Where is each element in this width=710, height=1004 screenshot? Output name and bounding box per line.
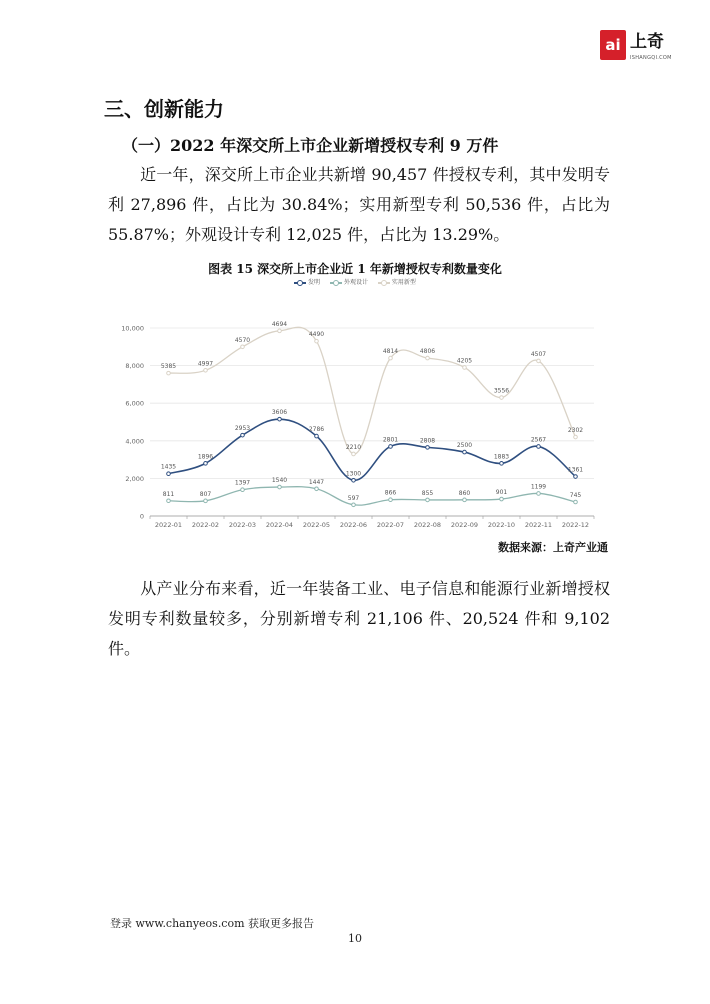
paragraph-2-text: 从产业分布来看，近一年装备工业、电子信息和能源行业新增授权发明专利数量较多，分别新增专利 21,106 件、20,524 件和 9,102 件。 <box>108 579 610 658</box>
data-point <box>278 417 282 421</box>
data-point <box>315 434 319 438</box>
x-tick-label: 2022-05 <box>302 521 331 529</box>
company-logo <box>600 30 680 70</box>
footer-link-text: 登录 www.chanyeos.com 获取更多报告 <box>110 917 315 930</box>
legend-label-utility: 实用新型 <box>391 279 416 286</box>
data-label: 2786 <box>308 426 325 434</box>
data-label: 1435 <box>160 463 177 471</box>
data-label: 807 <box>199 490 212 498</box>
y-tick-label: 0 <box>139 512 144 521</box>
x-tick-label: 2022-06 <box>339 521 368 529</box>
y-tick-label: 2,000 <box>125 474 144 483</box>
data-label: 2953 <box>234 425 251 433</box>
data-label: 745 <box>569 491 582 499</box>
x-tick-label: 2022-02 <box>191 521 220 529</box>
x-tick-label: 2022-11 <box>524 521 553 529</box>
data-point <box>278 329 282 333</box>
data-point <box>389 445 393 449</box>
data-label: 4694 <box>271 320 288 328</box>
data-point <box>352 503 356 507</box>
data-point <box>241 433 245 437</box>
data-label: 1397 <box>234 479 251 487</box>
data-label: 2567 <box>530 436 547 444</box>
data-label: 1300 <box>345 470 362 478</box>
legend-item-invention <box>294 277 320 286</box>
series-line-0 <box>169 419 576 480</box>
x-tick-label: 2022-12 <box>561 521 590 529</box>
data-point <box>537 492 541 496</box>
x-tick-label: 2022-09 <box>450 521 479 529</box>
paragraph-2 <box>108 574 610 664</box>
data-point <box>204 369 208 373</box>
data-point <box>204 462 208 466</box>
data-label: 1199 <box>530 483 547 491</box>
data-label: 1896 <box>197 453 214 461</box>
y-tick-label: 10,000 <box>121 324 144 333</box>
data-point <box>537 359 541 363</box>
logo-subtitle: ISHANGQI.COM <box>630 55 672 61</box>
data-point <box>167 499 171 503</box>
data-point <box>463 498 467 502</box>
data-point <box>204 499 208 503</box>
data-source: 数据来源：上奇产业通 <box>498 541 608 554</box>
subsection-title: （一）2022 年深交所上市企业新增授权专利 9 万件 <box>122 136 499 155</box>
data-point <box>241 488 245 492</box>
legend-swatch-utility <box>378 282 390 284</box>
legend-item-design <box>330 277 368 286</box>
data-point <box>463 450 467 454</box>
data-point <box>352 478 356 482</box>
data-label: 860 <box>458 489 471 497</box>
data-label: 2210 <box>345 443 362 451</box>
data-point <box>426 356 430 360</box>
data-label: 811 <box>162 490 175 498</box>
data-point <box>389 498 393 502</box>
x-tick-label: 2022-01 <box>154 521 183 529</box>
data-label: 1447 <box>308 478 325 486</box>
data-label: 3606 <box>271 409 288 417</box>
data-label: 2302 <box>567 427 584 435</box>
figure-title: 图表 15 深交所上市企业近 1 年新增授权专利数量变化 <box>208 262 502 276</box>
y-tick-label: 8,000 <box>125 362 144 371</box>
data-point <box>500 396 504 400</box>
series-line-1 <box>169 487 576 506</box>
legend-label-invention: 发明 <box>308 279 321 286</box>
data-label: 2808 <box>419 437 436 445</box>
data-label: 597 <box>347 494 360 502</box>
data-label: 4997 <box>197 360 214 368</box>
data-label: 1883 <box>493 453 510 461</box>
data-label: 901 <box>495 489 508 497</box>
data-point <box>389 356 393 360</box>
data-label: 1361 <box>567 466 584 474</box>
data-label: 855 <box>421 489 434 497</box>
data-point <box>241 345 245 349</box>
data-point <box>167 472 171 476</box>
legend-label-design: 外观设计 <box>343 279 368 286</box>
data-point <box>574 435 578 439</box>
logo-name: 上奇 <box>630 32 664 52</box>
data-point <box>426 498 430 502</box>
data-point <box>500 462 504 466</box>
data-label: 5385 <box>160 363 177 371</box>
x-tick-label: 2022-04 <box>265 521 294 529</box>
data-label: 1540 <box>271 477 288 485</box>
y-tick-label: 4,000 <box>125 437 144 446</box>
x-tick-label: 2022-03 <box>228 521 257 529</box>
data-point <box>315 339 319 343</box>
data-point <box>463 366 467 370</box>
page-number: 10 <box>348 932 362 945</box>
data-point <box>574 500 578 504</box>
paragraph-1-text: 近一年，深交所上市企业共新增 90,457 件授权专利，其中发明专利 27,896 件，占比为 30.84%；实用新型专利 50,536 件，占比为 55.87%；外观设计专利 12,025 件，占比为 13.29%。 <box>108 165 610 244</box>
y-tick-label: 6,000 <box>125 399 144 408</box>
patent-line-chart <box>108 300 608 532</box>
data-label: 4814 <box>382 348 399 356</box>
chart-legend <box>0 277 710 286</box>
data-point <box>167 371 171 375</box>
data-point <box>574 475 578 479</box>
data-label: 3556 <box>493 387 510 395</box>
data-label: 4507 <box>530 350 547 358</box>
logo-mark: ai <box>600 30 626 60</box>
data-point <box>426 446 430 450</box>
data-label: 2500 <box>456 442 473 450</box>
legend-swatch-design <box>330 282 342 284</box>
data-point <box>315 487 319 491</box>
data-point <box>352 452 356 456</box>
data-point <box>500 497 504 501</box>
legend-swatch-invention <box>294 282 306 284</box>
section-title: 三、创新能力 <box>104 97 224 121</box>
data-label: 4490 <box>308 331 325 339</box>
x-tick-label: 2022-07 <box>376 521 405 529</box>
x-tick-label: 2022-10 <box>487 521 516 529</box>
data-label: 2801 <box>382 436 399 444</box>
data-label: 4205 <box>456 357 473 365</box>
data-point <box>537 445 541 449</box>
series-line-2 <box>169 327 576 454</box>
paragraph-1 <box>108 160 610 250</box>
data-label: 4806 <box>419 348 436 356</box>
data-point <box>278 485 282 489</box>
x-tick-label: 2022-08 <box>413 521 442 529</box>
legend-item-utility <box>378 277 416 286</box>
data-label: 866 <box>384 489 397 497</box>
data-label: 4570 <box>234 336 251 344</box>
